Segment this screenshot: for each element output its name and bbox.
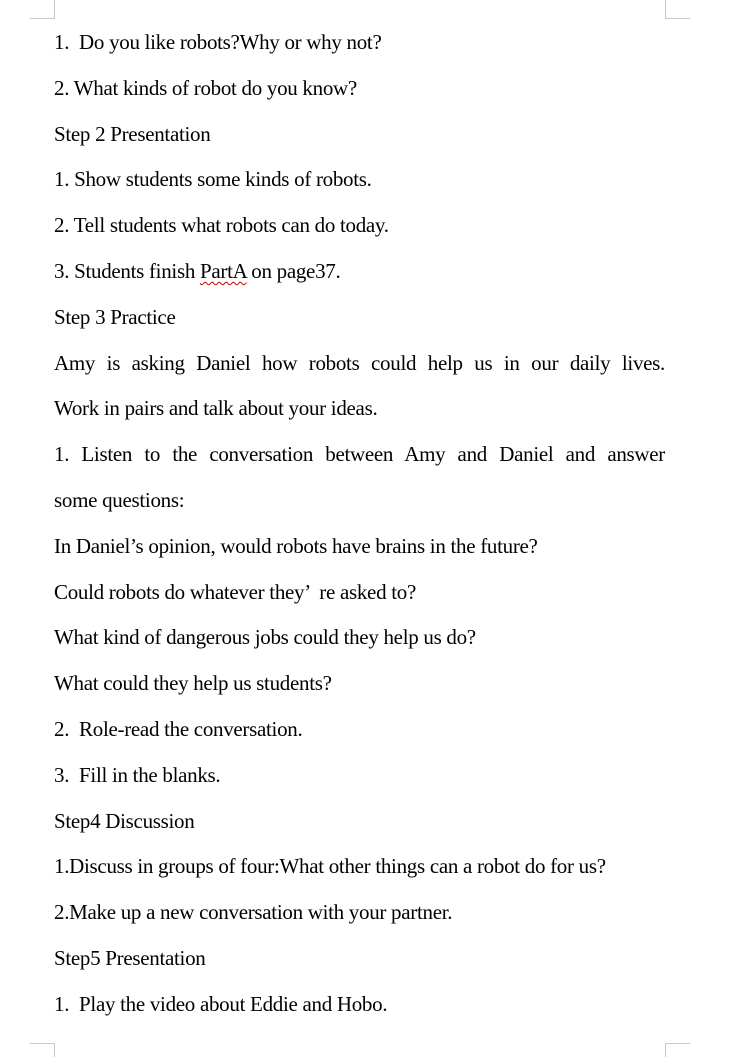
question-help-students: What could they help us students? <box>54 671 332 696</box>
paragraph-work-in-pairs: Work in pairs and talk about your ideas. <box>54 396 378 421</box>
document-body <box>54 20 665 1028</box>
question-brains: In Daniel’s opinion, would robots have brains in the future? <box>54 533 538 558</box>
item-listen-cont: some questions: <box>54 487 185 512</box>
item-tell-robots: 2. Tell students what robots can do today. <box>54 213 389 238</box>
paragraph-amy-asking: Amy is asking Daniel how robots could help us in our daily lives. <box>54 350 665 375</box>
item-finish-parta <box>54 249 665 295</box>
text: 3. Students finish <box>54 258 200 283</box>
spellcheck-flagged-word: PartA <box>199 258 247 283</box>
item-make-conversation: 2.Make up a new conversation with your partner. <box>54 900 453 925</box>
item-listen: 1. Listen to the conversation between Amy and Daniel and answer <box>54 442 665 467</box>
heading-step2-presentation: Step 2 Presentation <box>54 121 211 146</box>
text: on page37. <box>246 258 341 283</box>
item-play-video: 1. Play the video about Eddie and Hobo. <box>54 991 388 1016</box>
question-kinds-of-robot: 2. What kinds of robot do you know? <box>54 75 357 100</box>
item-discuss-groups: 1.Discuss in groups of four:What other things can a robot do for us? <box>54 854 606 879</box>
heading-step3-practice: Step 3 Practice <box>54 304 176 329</box>
item-fill-blanks: 3. Fill in the blanks. <box>54 762 221 787</box>
item-show-robots: 1. Show students some kinds of robots. <box>54 167 372 192</box>
question-like-robots: 1. Do you like robots?Why or why not? <box>54 30 382 54</box>
heading-step5-presentation: Step5 Presentation <box>54 945 206 970</box>
question-whatever: Could robots do whatever they’ re asked to? <box>54 579 416 604</box>
question-dangerous-jobs: What kind of dangerous jobs could they help us do? <box>54 625 476 650</box>
heading-step4-discussion: Step4 Discussion <box>54 808 195 833</box>
item-role-read: 2. Role-read the conversation. <box>54 716 303 741</box>
